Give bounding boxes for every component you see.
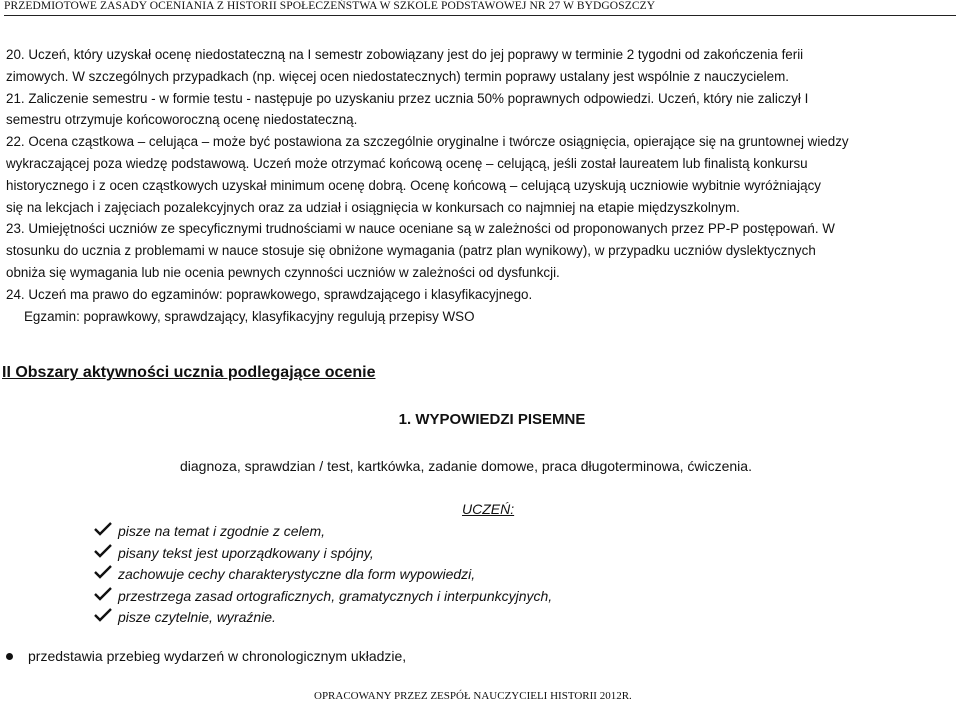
checkmark-icon — [94, 521, 114, 543]
checklist-item — [94, 543, 552, 565]
text-line: 23. Umiejętności uczniów ze specyficznymi trudnościami w nauce oceniane są w zależności od proponowanych przez PP-P postępowań. W — [6, 221, 835, 237]
text-line: się na lekcjach i zajęciach pozalekcyjnych oraz za udział i osiągnięcia w konkursach co najmniej na etapie międzyszkolnym. — [6, 199, 740, 215]
page-footer: OPRACOWANY PRZEZ ZESPÓŁ NAUCZYCIELI HISTORII 2012R. — [314, 690, 632, 702]
checklist-item-label: zachowuje cechy charakterystyczne dla form wypowiedzi, — [118, 566, 476, 583]
text-line: wykraczającej poza wiedzę podstawową. Uczeń może otrzymać końcową ocenę – celującą, jeśli został laureatem lub finalistą konkursu — [6, 155, 808, 171]
bullet-item — [6, 648, 406, 664]
checkmark-icon — [94, 543, 114, 565]
text-line: stosunku do ucznia z problemami w nauce stosuje się obniżone wymagania (patrz plan wynikowy), w przypadku uczniów dyslektycznych — [6, 243, 816, 259]
checklist-item-label: pisze czytelnie, wyraźnie. — [118, 609, 276, 626]
criteria-checklist — [94, 521, 552, 629]
checklist-item — [94, 521, 552, 543]
text-line: 21. Zaliczenie semestru - w formie testu - następuje po uzyskaniu przez ucznia 50% poprawnych odpowiedzi. Uczeń, który nie zaliczył I — [6, 90, 809, 106]
paragraph-21 — [6, 88, 956, 132]
subsection-heading: 1. WYPOWIEDZI PISEMNE — [398, 411, 586, 428]
assessment-forms: diagnoza, sprawdzian / test, kartkówka, zadanie domowe, praca długoterminowa, ćwiczenia. — [180, 458, 752, 474]
section-heading: II Obszary aktywności ucznia podlegające ocenie — [2, 364, 376, 381]
bullet-item-label: przedstawia przebieg wydarzeń w chronologicznym układzie, — [28, 648, 407, 664]
checkmark-icon — [94, 564, 114, 586]
checklist-item — [94, 564, 552, 586]
regulations-text — [6, 44, 956, 327]
checklist-item — [94, 607, 552, 629]
text-line: 20. Uczeń, który uzyskał ocenę niedostateczną na I semestr zobowiązany jest do jej poprawy w terminie 2 tygodni od zakończenia ferii — [6, 47, 804, 62]
checkmark-icon — [94, 586, 114, 608]
text-line: historycznego i z ocen cząstkowych uzyskał minimum ocenę dobrą. Ocenę końcową – celującą uzyskują uczniowie wybitnie wyróżniający — [6, 177, 821, 193]
paragraph-23 — [6, 218, 956, 283]
text-line: 22. Ocena cząstkowa – celująca – może być postawiona za szczególnie oryginalne i twórcze osiągnięcia, opierające się na gruntownej wiedzy — [6, 134, 849, 150]
paragraph-22 — [6, 131, 956, 218]
paragraph-20 — [6, 44, 956, 88]
checkmark-icon — [94, 607, 114, 629]
student-label: UCZEŃ: — [462, 501, 515, 517]
checklist-item — [94, 586, 552, 608]
text-line: zimowych. W szczególnych przypadkach (np. więcej ocen niedostatecznych) termin poprawy ustalany jest wspólnie z nauczycielem. — [6, 68, 789, 84]
text-line: 24. Uczeń ma prawo do egzaminów: poprawkowego, sprawdzającego i klasyfikacyjnego. — [6, 286, 533, 302]
text-line: semestru otrzymuje końcoworoczną ocenę niedostateczną. — [6, 112, 358, 128]
checklist-item-label: pisany tekst jest uporządkowany i spójny, — [118, 544, 374, 561]
page-header: PRZEDMIOTOWE ZASADY OCENIANIA Z HISTORII SPOŁECZEŃSTWA W SZKOLE PODSTAWOWEJ NR 27 W BYDGOSZCZY — [4, 0, 956, 16]
text-line: obniża się wymagania lub nie ocenia pewnych czynności uczniów w zależności od dysfunkcji. — [6, 264, 560, 280]
paragraph-24 — [6, 284, 956, 328]
checklist-item-label: pisze na temat i zgodnie z celem, — [118, 523, 325, 539]
text-line: Egzamin: poprawkowy, sprawdzający, klasyfikacyjny regulują przepisy WSO — [24, 308, 475, 324]
checklist-item-label: przestrzega zasad ortograficznych, gramatycznych i interpunkcyjnych, — [118, 587, 553, 604]
bullet-icon — [6, 653, 13, 660]
